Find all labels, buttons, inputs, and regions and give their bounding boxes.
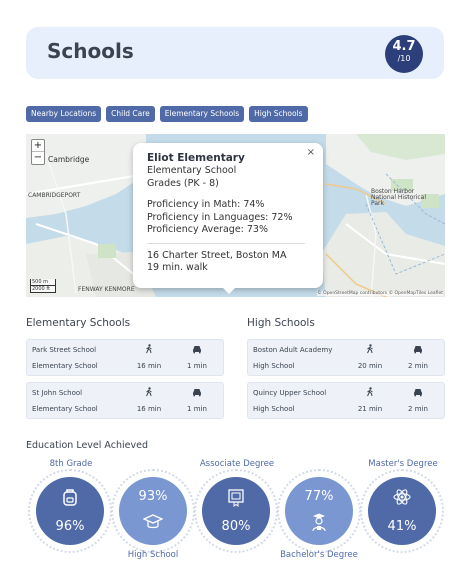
car-icon	[192, 344, 202, 354]
education-label-8th-grade: 8th Grade	[49, 459, 93, 469]
education-level-bachelors-degree	[277, 469, 361, 553]
education-section-title: Education Level Achieved	[26, 440, 148, 451]
popup-divider	[147, 243, 305, 244]
education-circle	[368, 477, 436, 545]
education-circle	[285, 477, 353, 545]
school-name: St John School	[32, 389, 83, 397]
education-pct: 96%	[55, 519, 85, 534]
education-circle	[202, 477, 270, 545]
education-level-high-school	[111, 469, 195, 553]
scale-feet: 2000 ft	[30, 286, 56, 293]
popup-walk-time: 19 min. walk	[147, 262, 208, 273]
schools-header	[26, 27, 444, 79]
map-attribution[interactable]: © OpenStreetMap contributors © OpenMapTiles Leaflet	[317, 291, 443, 296]
school-card-elementary-0[interactable]	[26, 339, 224, 376]
popup-languages: Proficiency in Languages: 72%	[147, 211, 293, 223]
school-type: High School	[253, 405, 295, 413]
walk-time: 20 min	[357, 362, 383, 370]
school-card-high-0[interactable]	[247, 339, 445, 376]
education-label-associate-degree: Associate Degree	[199, 459, 275, 469]
page-title: Schools	[47, 39, 134, 63]
map-zoom-control	[31, 139, 45, 165]
popup-address: 16 Charter Street, Boston MA	[147, 249, 287, 261]
high-section-title: High Schools	[247, 317, 315, 329]
elementary-section-title: Elementary Schools	[26, 317, 131, 329]
map-label-cambridge: Cambridge	[48, 155, 90, 164]
drive-time: 2 min	[408, 405, 428, 413]
education-level-associate-degree	[194, 469, 278, 553]
graduation-cap-icon	[143, 512, 163, 532]
education-label-masters-degree: Master's Degree	[368, 459, 438, 469]
education-pct: 77%	[304, 489, 334, 504]
education-pct: 80%	[221, 519, 251, 534]
walk-icon	[144, 387, 154, 397]
drive-time: 1 min	[187, 362, 207, 370]
score-badge	[385, 35, 423, 73]
car-icon	[413, 344, 423, 354]
chip-child-care[interactable]: Child Care	[106, 106, 155, 122]
school-name: Quincy Upper School	[253, 389, 327, 397]
score-value: 4.7	[392, 39, 416, 54]
school-popup	[133, 143, 323, 288]
education-label-bachelors-degree: Bachelor's Degree	[280, 550, 358, 560]
graduate-icon	[309, 512, 329, 532]
school-type: Elementary School	[32, 405, 98, 413]
filter-chips	[26, 106, 308, 122]
popup-school-name: Eliot Elementary	[147, 152, 245, 164]
drive-time: 1 min	[187, 405, 207, 413]
school-card-high-1[interactable]	[247, 382, 445, 419]
map-label-harbor-park: Boston Harbor National Historical Park	[371, 188, 427, 207]
chip-nearby-locations[interactable]: Nearby Locations	[26, 106, 101, 122]
school-card-elementary-1[interactable]	[26, 382, 224, 419]
walk-time: 16 min	[136, 405, 162, 413]
diploma-icon	[226, 487, 246, 507]
school-type: High School	[253, 362, 295, 370]
chip-elementary-schools[interactable]: Elementary Schools	[160, 106, 244, 122]
car-icon	[192, 387, 202, 397]
popup-close-button[interactable]: ×	[306, 147, 315, 158]
drive-time: 2 min	[408, 362, 428, 370]
walk-time: 16 min	[136, 362, 162, 370]
walk-time: 21 min	[357, 405, 383, 413]
education-label-high-school: High School	[127, 550, 179, 560]
map-label-cambridgeport: CAMBRIDGEPORT	[28, 192, 81, 199]
school-name: Boston Adult Academy	[253, 346, 333, 354]
score-max: /10	[397, 54, 411, 63]
popup-average: Proficiency Average: 73%	[147, 224, 268, 235]
map-label-fenway: FENWAY KENMORE	[78, 286, 135, 293]
education-level-8th-grade	[28, 469, 112, 553]
map-scale	[30, 279, 56, 293]
school-name: Park Street School	[32, 346, 97, 354]
walk-icon	[365, 344, 375, 354]
popup-math: Proficiency in Math: 74%	[147, 199, 265, 210]
popup-school-type: Elementary School	[147, 165, 237, 176]
chip-high-schools[interactable]: High Schools	[249, 106, 307, 122]
education-circle	[36, 477, 104, 545]
zoom-in-button[interactable]: +	[33, 140, 43, 151]
walk-icon	[365, 387, 375, 397]
car-icon	[413, 387, 423, 397]
walk-icon	[144, 344, 154, 354]
education-pct: 41%	[387, 519, 417, 534]
education-pct: 93%	[138, 489, 168, 504]
education-level-masters-degree	[360, 469, 444, 553]
school-type: Elementary School	[32, 362, 98, 370]
zoom-out-button[interactable]: −	[33, 152, 43, 163]
education-circle	[119, 477, 187, 545]
scale-meters: 500 m	[30, 279, 56, 286]
popup-grades: Grades (PK - 8)	[147, 177, 219, 189]
atom-icon	[392, 487, 412, 507]
backpack-icon	[60, 487, 80, 507]
